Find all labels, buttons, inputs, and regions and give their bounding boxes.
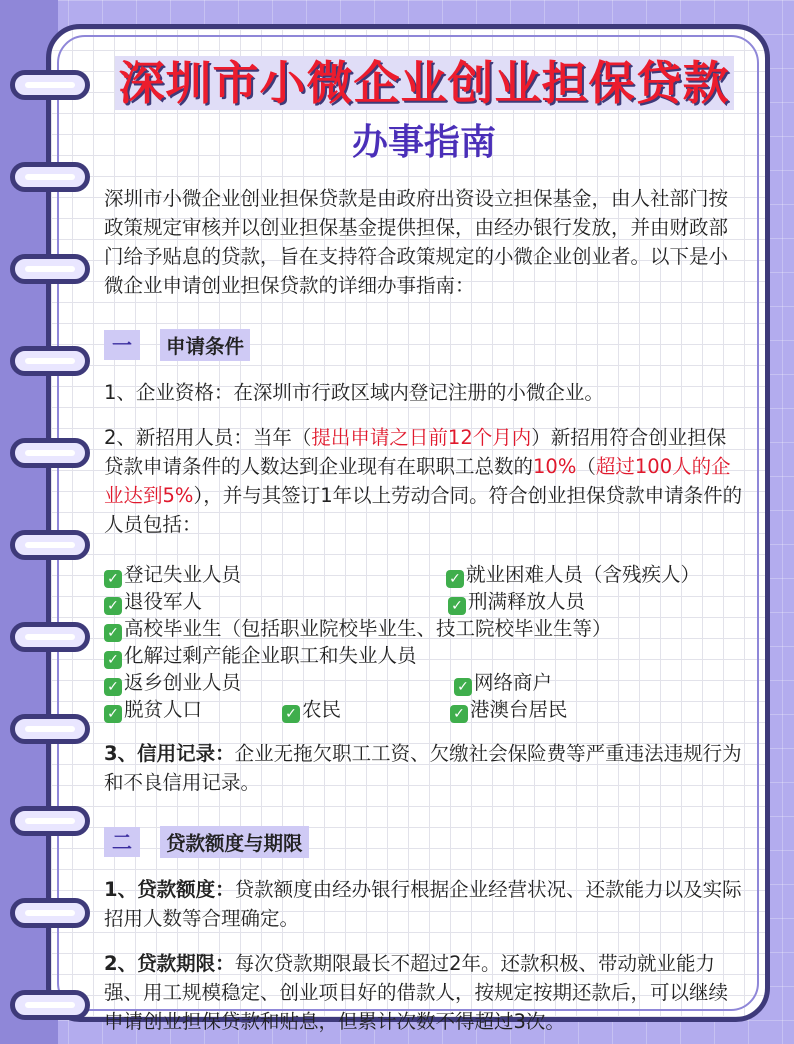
- list-item-label: 刑满释放人员: [468, 590, 586, 613]
- list-item: [104, 669, 241, 696]
- spiral-ring: [10, 530, 90, 560]
- text-span: ），并与其签订1年以上劳动合同。符合创业担保贷款申请条件的人员包括：: [104, 484, 743, 536]
- spiral-ring: [10, 898, 90, 928]
- intro-paragraph: 深圳市小微企业创业担保贷款是由政府出资设立担保基金，由人社部门按政策规定审核并以创业担保基金提供担保，由经办银行发放，并由财政部门给予贴息的贷款，旨在支持符合政策规定的小微企业创业者。以下是小微企业申请创业担保贷款的详细办事指南：: [104, 187, 729, 297]
- list-item: [450, 696, 568, 723]
- loan-term: [104, 949, 744, 1036]
- check-icon: ✓: [448, 597, 466, 615]
- spiral-ring: [10, 438, 90, 468]
- condition-label: 3、信用记录：: [104, 742, 235, 765]
- spiral-ring: [10, 714, 90, 744]
- highlight-text: 10%: [533, 455, 577, 478]
- spiral-ring: [10, 70, 90, 100]
- item-text: 每次贷款期限最长不超过2年。还款积极、带动就业能力强、用工规模稳定、创业项目好的借款人，按规定按期还款后，可以继续申请创业担保贷款和贴息，但累计次数不得超过3次。: [104, 952, 729, 1033]
- condition-text: 企业无拖欠职工工资、欠缴社会保险费等严重违法违规行为和不良信用记录。: [104, 742, 742, 794]
- section-number: 二: [104, 827, 140, 857]
- check-icon: ✓: [104, 597, 122, 615]
- eligible-people-list: [104, 561, 744, 723]
- check-icon: ✓: [104, 705, 122, 723]
- list-item-label: 登记失业人员: [124, 563, 242, 586]
- check-icon: ✓: [104, 678, 122, 696]
- list-item: [104, 642, 417, 669]
- item-text: 贷款额度由经办银行根据企业经营状况、还款能力以及实际招用人数等合理确定。: [104, 878, 742, 930]
- spiral-ring: [10, 990, 90, 1020]
- spiral-ring: [10, 346, 90, 376]
- list-item-label: 网络商户: [474, 671, 553, 694]
- list-item-label: 返乡创业人员: [124, 671, 242, 694]
- section-header-2: [104, 825, 744, 859]
- list-item: [454, 669, 552, 696]
- list-item-label: 化解过剩产能企业职工和失业人员: [124, 644, 417, 667]
- spiral-ring: [10, 162, 90, 192]
- list-item: [104, 588, 202, 615]
- text-span: ）新招用符合创业担保贷款申请条件的人数达到企业现有在职职工总数的: [104, 426, 727, 478]
- check-icon: ✓: [454, 678, 472, 696]
- section-header-1: [104, 328, 744, 362]
- page-title: [104, 52, 744, 114]
- item-label: 2、贷款期限：: [104, 952, 235, 975]
- condition-3: [104, 739, 744, 797]
- list-item-label: 农民: [302, 698, 342, 721]
- check-icon: ✓: [446, 570, 464, 588]
- spiral-ring: [10, 622, 90, 652]
- page-title-text: 深圳市小微企业创业担保贷款: [115, 56, 734, 110]
- check-icon: ✓: [450, 705, 468, 723]
- condition-1: 1、企业资格：在深圳市行政区域内登记注册的小微企业。: [104, 381, 604, 404]
- check-icon: ✓: [104, 570, 122, 588]
- spiral-ring: [10, 254, 90, 284]
- text-span: 2、新招用人员：当年（: [104, 426, 312, 449]
- section-title: 申请条件: [160, 329, 250, 361]
- list-item: [282, 696, 341, 723]
- list-item-label: 脱贫人口: [124, 698, 203, 721]
- highlight-text: 超过100人的企业达到5%: [104, 455, 731, 507]
- spiral-ring: [10, 806, 90, 836]
- list-item: [104, 615, 612, 642]
- item-label: 1、贷款额度：: [104, 878, 235, 901]
- list-item: [448, 588, 585, 615]
- list-item-label: 就业困难人员（含残疾人）: [466, 563, 701, 586]
- list-item-label: 退役军人: [124, 590, 203, 613]
- list-item: [104, 561, 241, 588]
- loan-amount: [104, 875, 744, 933]
- list-item: [104, 696, 202, 723]
- condition-2: [104, 423, 744, 539]
- check-icon: ✓: [282, 705, 300, 723]
- highlight-text: 提出申请之日前12个月内: [311, 426, 532, 449]
- check-icon: ✓: [104, 651, 122, 669]
- check-icon: ✓: [104, 624, 122, 642]
- section-title: 贷款额度与期限: [160, 826, 309, 858]
- list-item-label: 港澳台居民: [470, 698, 568, 721]
- list-item-label: 高校毕业生（包括职业院校毕业生、技工院校毕业生等）: [124, 617, 612, 640]
- page-subtitle: 办事指南: [351, 122, 496, 163]
- section-number: 一: [104, 330, 140, 360]
- list-item: [446, 561, 700, 588]
- content: [104, 52, 744, 1036]
- text-span: （: [576, 455, 596, 478]
